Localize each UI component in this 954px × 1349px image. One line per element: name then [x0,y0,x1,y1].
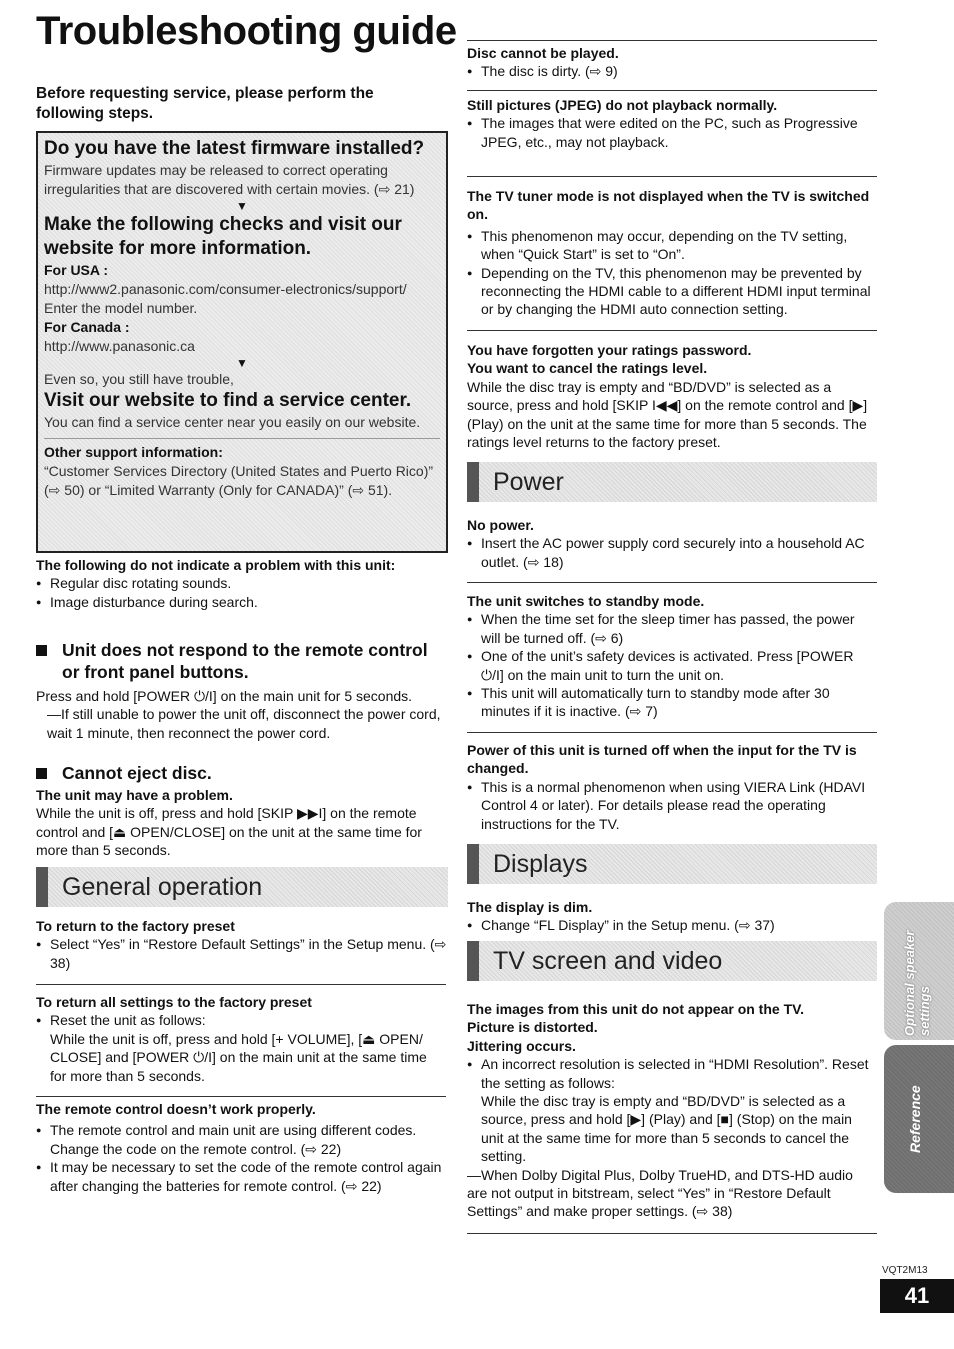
displays-bar [467,844,877,884]
eject-heading: Cannot eject disc. [36,762,448,784]
bottom-rule [467,1233,877,1234]
firmware-support-box [36,131,448,553]
service-center-text: You can find a service center near you easily on our website. [44,414,421,430]
eject-text: While the unit is off, press and hold [SKIP ▶▶I] on the remote control and [⏏ OPEN/CLOSE] on the unit at the same time for more than 5 seconds. [36,805,422,859]
list-item: ● Change “FL Display” in the Setup menu. (⇨ 37) [467,916,877,934]
jpeg-heading: Still pictures (JPEG) do not playback normally. [467,97,778,113]
canada-label: For Canada : [44,319,130,335]
power-off-section [467,732,877,833]
list-item: ● This unit will automatically turn to standby mode after 30 minutes if it is inactive. (⇨ 7) [467,684,877,721]
down-arrow-icon: ▼ [236,199,248,213]
all-settings-heading: To return all settings to the factory preset [36,994,312,1010]
list-item: ● The remote control and main unit are using different codes. Change the code on the remote control. (⇨ 22) [36,1121,446,1158]
box-heading-firmware: Do you have the latest firmware installed? [44,138,425,159]
tv-screen-bar [467,941,877,981]
tv-images-section [467,1000,877,1221]
side-tab-reference[interactable] [884,1045,954,1193]
box-heading-checks: Make the following checks and visit our website for more information. [44,214,402,259]
power-bar [467,462,877,502]
password-text: While the disc tray is empty and “BD/DVD” is selected as a source, press and hold [SKIP I◀◀] on the remote control and [▶] (Play) on the unit at the same time for more than 5 seconds. The ratings level returns to the factory preset. [467,378,868,451]
tv-images-heading-2: Picture is distorted. [467,1019,598,1036]
other-support-label: Other support information: [44,444,223,460]
factory-preset-heading: To return to the factory preset [36,918,235,934]
remote-control-heading: The remote control doesn’t work properly. [36,1101,316,1117]
power-title: Power [493,468,564,496]
usa-note: Enter the model number. [44,300,198,316]
nonproblem-section [36,556,448,611]
page-number: 41 [880,1279,954,1313]
nonproblem-heading: The following do not indicate a problem with this unit: [36,557,396,573]
box-firmware-text: Firmware updates may be released to correct operating irregularities that are discovered with certain movies. (⇨ 21) [44,162,415,197]
tuner-section [467,176,877,319]
remote-section [36,639,448,742]
factory-preset-section [36,917,448,972]
general-operation-bar [36,867,448,907]
list-item: ● An incorrect resolution is selected in “HDMI Resolution”. Reset the setting as follows: [467,1055,877,1092]
list-item: ● The disc is dirty. (⇨ 9) [467,62,877,80]
display-dim-section [467,898,877,935]
list-item: ● Select “Yes” in “Restore Default Settings” in the Setup menu. (⇨ 38) [36,935,448,972]
disc-section [467,40,877,81]
password-heading-2: You want to cancel the ratings level. [467,360,708,377]
list-item: ● Image disturbance during search. [36,593,448,611]
list-item: ● Insert the AC power supply cord securely into a household AC outlet. (⇨ 18) [467,534,877,571]
document-code: VQT2M13 [882,1265,928,1276]
tv-screen-title: TV screen and video [493,947,723,975]
list-item: ● It may be necessary to set the code of the remote control again after changing the batteries for remote control. (⇨ 22) [36,1158,446,1195]
no-power-section [467,516,877,571]
standby-section [467,582,877,721]
list-item: ● Depending on the TV, this phenomenon may be prevented by reconnecting the HDMI cable to a different HDMI input terminal or by changing the HDMI auto connection setting. [467,264,877,319]
intro-text: Before requesting service, please perform the following steps. [36,85,374,122]
all-settings-text: While the unit is off, press and hold [+ VOLUME], [⏏ OPEN/ CLOSE] and [POWER ⏻/I] on the main unit at the same time for more than 5 seconds. [50,1030,427,1084]
all-settings-section [36,984,446,1085]
display-dim-heading: The display is dim. [467,899,593,915]
list-item: ● Reset the unit as follows: [36,1011,446,1029]
jpeg-section [467,90,877,151]
tuner-heading: The TV tuner mode is not displayed when the TV is switched on. [467,188,870,223]
password-heading-1: You have forgotten your ratings password. [467,342,752,358]
list-item: ● This phenomenon may occur, depending on the TV setting, when “Quick Start” is set to “On”. [467,227,877,264]
usa-url[interactable]: http://www2.panasonic.com/consumer-electronics/support/ [44,281,407,297]
tv-images-heading-1: The images from this unit do not appear on the TV. [467,1001,805,1017]
eject-section [36,762,448,860]
box-heading-service: Visit our website to find a service center. [44,390,412,411]
side-tab-optional-speaker[interactable] [884,902,954,1040]
remote-text-1: Press and hold [POWER ⏻/I] on the main unit for 5 seconds. [36,688,413,704]
list-item: ● The images that were edited on the PC, such as Progressive JPEG, etc., may not playback. [467,114,877,151]
other-support-text: “Customer Services Directory (United States and Puerto Rico)” (⇨ 50) or “Limited Warranty (Only for CANADA)” (⇨ 51). [44,463,434,498]
down-arrow-icon: ▼ [236,356,248,370]
page-title: Troubleshooting guide [36,9,457,53]
list-item: ● When the time set for the sleep timer has passed, the power will be turned off. (⇨ 6) [467,610,877,647]
remote-text-2: —If still unable to power the unit off, disconnect the power cord, wait 1 minute, then reconnect the power cord. [47,706,441,741]
canada-url[interactable]: http://www.panasonic.ca [44,338,195,354]
list-item: ● Regular disc rotating sounds. [36,574,448,592]
list-item: ● One of the unit’s safety devices is activated. Press [POWER ⏻/I] on the main unit to turn the unit on. [467,647,877,684]
displays-title: Displays [493,850,588,878]
remote-control-section [36,1096,446,1195]
power-off-heading: Power of this unit is turned off when the input for the TV is changed. [467,742,857,777]
tv-images-text-2: —When Dolby Digital Plus, Dolby TrueHD, and DTS-HD audio are not output in bitstream, select “Yes” in “Restore Default Settings” and make proper settings. (⇨ 38) [467,1166,853,1220]
usa-label: For USA : [44,262,109,278]
no-power-heading: No power. [467,517,534,533]
general-operation-title: General operation [62,873,263,901]
password-section [467,330,877,451]
tv-images-heading-3: Jittering occurs. [467,1037,576,1054]
standby-heading: The unit switches to standby mode. [467,593,705,609]
side-tab-label: Optional speaker settings [902,930,932,1036]
disc-heading: Disc cannot be played. [467,45,619,61]
still-trouble-text: Even so, you still have trouble, [44,371,234,387]
list-item: ● This is a normal phenomenon when using VIERA Link (HDAVI Control 4 or later). For details please read the operating instructions for the TV. [467,778,877,833]
eject-subheading: The unit may have a problem. [36,787,233,803]
remote-heading: Unit does not respond to the remote control or front panel buttons. [36,639,448,683]
side-tab-label: Reference [907,1085,923,1153]
tv-images-text: While the disc tray is empty and “BD/DVD” is selected as a source, press and hold [▶] (Play) and [■] (Stop) on the main unit at the same time for more than 5 seconds to cancel the setting. [481,1093,852,1165]
